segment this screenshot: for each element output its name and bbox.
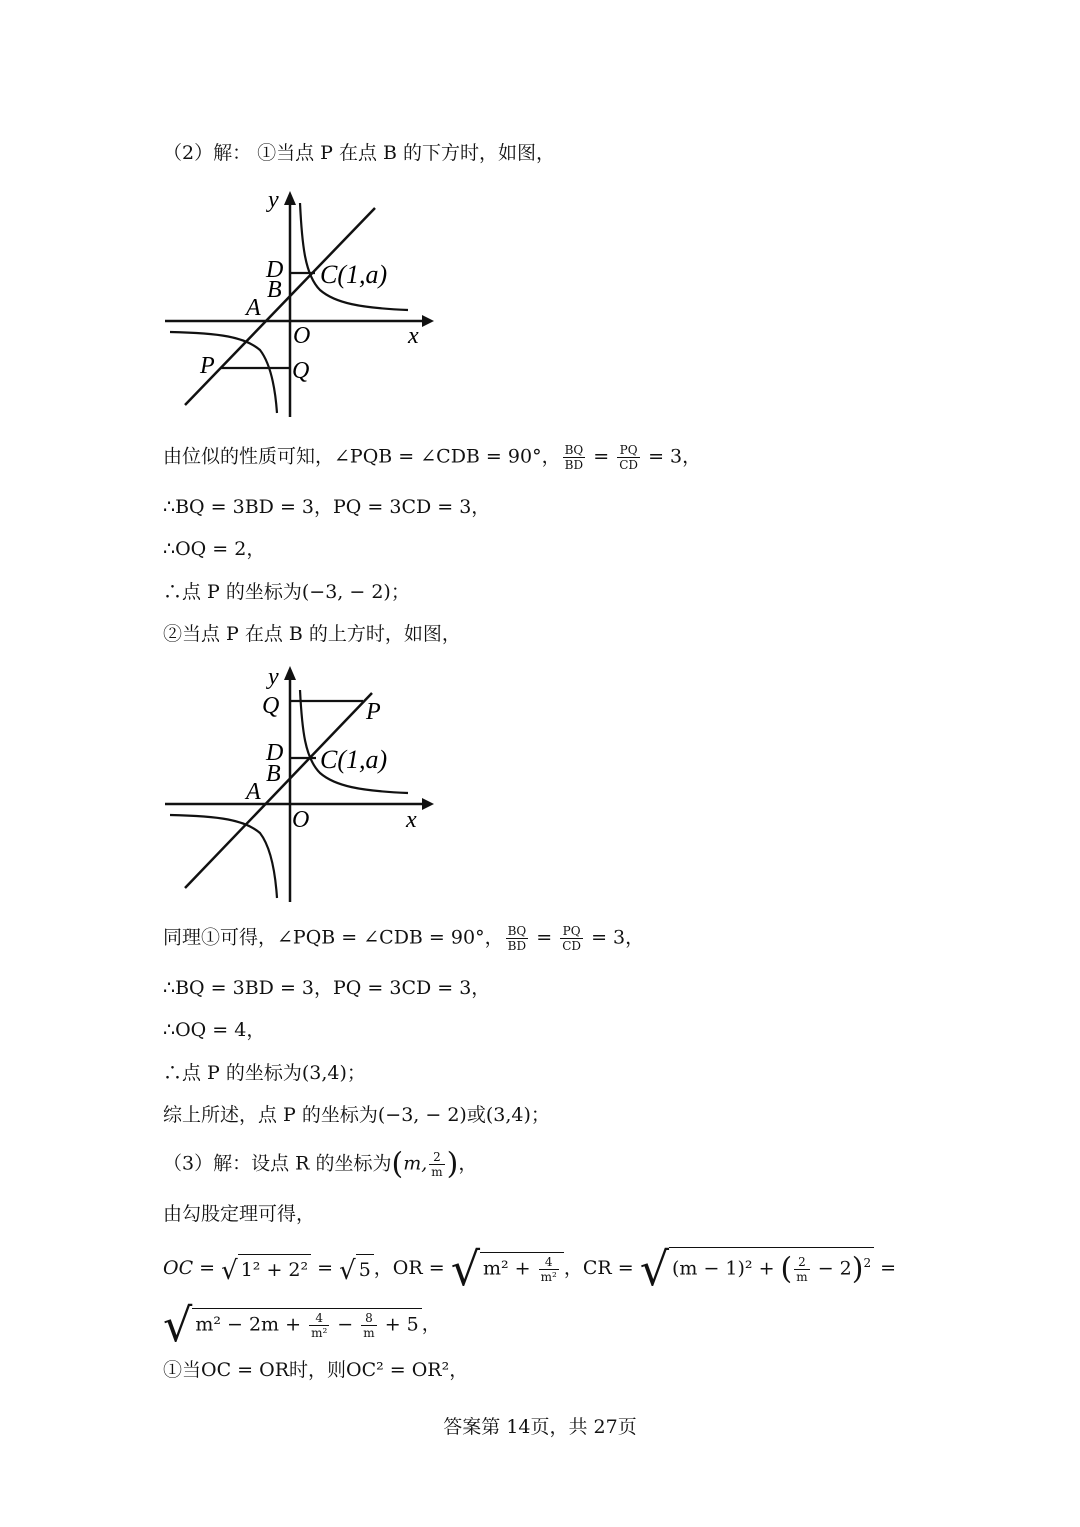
frac-4-m2 bbox=[309, 1311, 329, 1340]
fig1-label-x: x bbox=[408, 323, 419, 349]
frac-num: BQ bbox=[564, 443, 584, 457]
figure-case2 bbox=[160, 660, 435, 905]
frac-bq-bd bbox=[506, 924, 529, 953]
fig1-label-D: D bbox=[266, 257, 284, 283]
frac-2-m bbox=[429, 1150, 444, 1179]
fig1-label-P: P bbox=[200, 353, 215, 379]
frac-pq-cd bbox=[560, 924, 583, 953]
part3-case1: ①当OC = OR时，则OC² = OR²， bbox=[163, 1359, 469, 1381]
fig1-label-Q: Q bbox=[292, 358, 310, 384]
fig1-label-B: B bbox=[267, 277, 282, 303]
case1-ratio-line: 由位似的性质可知，∠PQB = ∠CDB = 90°， $\frac{BQ}{BD}$ = $\frac{PQ}{CD}$ = 3， bbox=[163, 443, 702, 472]
fig1-label-y: y bbox=[268, 187, 279, 213]
cr-eq: = bbox=[874, 1257, 897, 1279]
frac-den: m² bbox=[311, 1325, 328, 1340]
paren-left: ( bbox=[391, 1146, 404, 1182]
cr2-suffix: ， bbox=[421, 1313, 441, 1335]
fig1-label-O: O bbox=[293, 323, 311, 349]
case2-line2: ∴BQ = 3BD = 3，PQ = 3CD = 3， bbox=[163, 977, 491, 999]
frac-num: PQ bbox=[617, 443, 640, 458]
paren-left: ( bbox=[780, 1251, 793, 1286]
case2-ratio-suffix: = 3， bbox=[585, 926, 645, 949]
fig2-label-C: C(1,a) bbox=[320, 745, 388, 774]
fig2-label-B: B bbox=[266, 761, 281, 787]
part3-intro bbox=[163, 1146, 478, 1182]
frac-num: BQ bbox=[507, 924, 527, 938]
fig2-label-y: y bbox=[268, 664, 279, 690]
frac-den: m bbox=[431, 1165, 443, 1179]
sqrt-or: √ m² + $\frac{4}{\text{m²}}$ bbox=[451, 1246, 564, 1292]
fig2-label-P: P bbox=[366, 699, 381, 725]
figure-case1 bbox=[160, 185, 435, 425]
fig2-label-Q: Q bbox=[262, 693, 280, 719]
frac-num: 4 bbox=[539, 1255, 559, 1270]
frac-den: m bbox=[796, 1269, 808, 1284]
cr-label: ，CR = bbox=[563, 1257, 640, 1279]
frac-den: BD bbox=[564, 458, 584, 472]
sqrt-radicand: 1² + 2² bbox=[238, 1254, 311, 1283]
frac-num: 4 bbox=[309, 1311, 329, 1326]
sqrt-oc: √ 1² + 2² bbox=[221, 1254, 311, 1284]
case2-ratio-prefix: 同理①可得，∠PQB = ∠CDB = 90°， bbox=[163, 926, 504, 949]
case1-line3: ∴OQ = 2， bbox=[163, 538, 266, 560]
oc-eq: = bbox=[311, 1257, 340, 1279]
frac-den: CD bbox=[619, 458, 639, 472]
pythag-line: 由勾股定理可得， bbox=[163, 1203, 316, 1225]
minus-sign: − bbox=[331, 1313, 360, 1335]
frac-bq-bd bbox=[563, 443, 586, 472]
frac-pq-cd bbox=[617, 443, 640, 472]
frac-num: 8 bbox=[361, 1311, 376, 1326]
case2-line4: ∴点 P 的坐标为(3,4)； bbox=[163, 1062, 366, 1084]
case1-ratio-suffix: = 3， bbox=[642, 445, 702, 468]
frac-num: 2 bbox=[794, 1255, 809, 1270]
sqrt-cr-expanded: √ m² − 2m + $\frac{4}{\text{m²}}$ − $\frac{8}{m}$ + 5 bbox=[163, 1302, 422, 1348]
sqrt-radicand: − 2 bbox=[811, 1257, 852, 1279]
part2-intro: （2）解： ①当点 P 在点 B 的下方时，如图， bbox=[163, 142, 556, 164]
case1-line4: ∴点 P 的坐标为(−3, − 2)； bbox=[163, 581, 410, 603]
sqrt-radicand: m² − 2m + bbox=[195, 1313, 308, 1335]
fig2-label-A: A bbox=[246, 779, 261, 805]
fig2-label-x: x bbox=[406, 807, 417, 833]
case1-line2: ∴BQ = 3BD = 3，PQ = 3CD = 3， bbox=[163, 496, 491, 518]
case2-intro: ②当点 P 在点 B 的上方时，如图， bbox=[163, 623, 461, 645]
fig2-label-O: O bbox=[292, 807, 310, 833]
sqrt-5: √ 5 bbox=[339, 1254, 374, 1284]
paren-right: ) bbox=[851, 1251, 864, 1286]
sqrt-cr: √ (m − 1)² + ( $\frac{2}{m}$ − 2)$^2$ bbox=[640, 1246, 874, 1292]
frac-den: CD bbox=[562, 939, 582, 953]
fig1-label-A: A bbox=[246, 295, 261, 321]
part3-intro-suffix: ， bbox=[458, 1152, 478, 1175]
frac-8-m bbox=[361, 1311, 376, 1340]
frac-4-m2 bbox=[539, 1255, 559, 1284]
frac-2-m bbox=[794, 1255, 809, 1284]
distance-line bbox=[163, 1242, 897, 1296]
page-footer: 答案第 14页，共 27页 bbox=[443, 1416, 637, 1438]
summary-line: 综上所述，点 P 的坐标为(−3, − 2)或(3,4)； bbox=[163, 1104, 550, 1126]
frac-den: BD bbox=[507, 939, 527, 953]
case1-ratio-prefix: 由位似的性质可知，∠PQB = ∠CDB = 90°， bbox=[163, 445, 561, 468]
frac-num: PQ bbox=[560, 924, 583, 939]
part3-intro-prefix: （3）解：设点 R 的坐标为 bbox=[163, 1152, 392, 1175]
frac-num: 2 bbox=[429, 1150, 444, 1165]
sqrt-radicand: 5 bbox=[356, 1254, 374, 1283]
sqrt-radicand: + 5 bbox=[378, 1313, 419, 1335]
case2-line3: ∴OQ = 4， bbox=[163, 1019, 266, 1041]
fig1-label-C: C(1,a) bbox=[320, 260, 388, 289]
frac-den: m² bbox=[540, 1269, 557, 1284]
fig2-label-D: D bbox=[266, 740, 284, 766]
cr-expanded-line bbox=[163, 1298, 441, 1352]
case2-ratio-line: 同理①可得，∠PQB = ∠CDB = 90°， $\frac{BQ}{BD}$ = $\frac{PQ}{CD}$ = 3， bbox=[163, 924, 645, 953]
frac-den: m bbox=[363, 1325, 375, 1340]
sqrt-radicand: m² + bbox=[483, 1257, 537, 1279]
coord-m: m, bbox=[403, 1152, 428, 1175]
sqrt-radicand: (m − 1)² + bbox=[672, 1257, 781, 1279]
or-label: ，OR = bbox=[373, 1257, 451, 1279]
paren-right: ) bbox=[446, 1146, 459, 1182]
oc-label: OC = bbox=[163, 1257, 222, 1279]
